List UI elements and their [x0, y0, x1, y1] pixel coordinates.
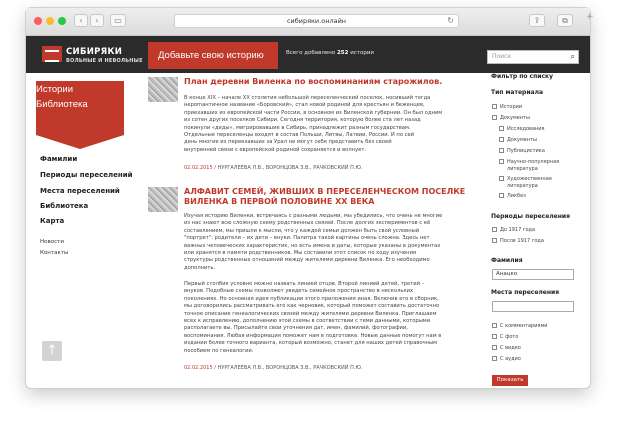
scroll-top-button[interactable] [42, 341, 62, 361]
checkbox[interactable] [492, 238, 497, 243]
address-bar[interactable] [174, 14, 459, 28]
reload-icon[interactable]: ↻ [447, 16, 454, 25]
periods-label: Периоды переселения [491, 213, 570, 220]
share-button[interactable] [529, 14, 545, 27]
stories-count: 252 [336, 50, 349, 56]
browser-toolbar [26, 8, 594, 36]
material-type-label: Тип материала [491, 89, 544, 96]
filter-option-documents-sub[interactable]: Документы [499, 137, 537, 143]
sidebar-icon: ▭ [114, 16, 122, 25]
checkbox[interactable] [492, 115, 497, 120]
article-thumbnail[interactable] [148, 187, 178, 212]
filter-option-documents[interactable]: Документы [492, 115, 530, 121]
filter-option-popular-science-line2: литература [507, 166, 538, 172]
logo-title[interactable]: СИБИРЯКИ [66, 47, 123, 57]
checkbox[interactable] [499, 126, 504, 131]
checkbox[interactable] [492, 323, 497, 328]
filter-option-research[interactable]: Исследования [499, 126, 545, 132]
sidebar-item-surnames[interactable]: Фамилии [40, 155, 78, 163]
chevron-right-icon: › [95, 16, 99, 25]
checkbox[interactable] [492, 334, 497, 339]
sidebar-item-news[interactable]: Новости [40, 239, 64, 245]
search-icon[interactable]: ⌕ [570, 52, 575, 61]
checkbox[interactable] [492, 356, 497, 361]
checkbox[interactable] [499, 159, 504, 164]
sidebar-item-map[interactable]: Карта [40, 217, 65, 225]
places-label: Места переселения [491, 289, 560, 296]
sidebar-item-periods[interactable]: Периоды переселений [40, 171, 133, 179]
article-meta: 02.02.2015 / НУРГАЛЕЕВА Л.В., ВОРОНЦОВА З.В., РАЧКОВСКИЙ П.Ю. [184, 365, 363, 371]
banner-stories[interactable]: Истории [36, 84, 74, 95]
left-sidebar [26, 73, 144, 388]
article-thumbnail[interactable] [148, 77, 178, 102]
sidebar-item-contacts[interactable]: Контакты [40, 250, 69, 256]
article-authors[interactable]: НУРГАЛЕЕВА Л.В., ВОРОНЦОВА З.В., РАЧКОВСКИЙ П.Ю. [217, 365, 363, 371]
article-meta: 02.02.2015 / НУРГАЛЕЕВА Л.В., ВОРОНЦОВА З.В., РАЧКОВСКИЙ П.Ю. [184, 165, 363, 171]
filter-option-likbez[interactable]: Ликбез [499, 193, 526, 199]
stories-total: Всего добавлено 252 истории [286, 50, 375, 56]
checkbox[interactable] [499, 137, 504, 142]
logo-icon[interactable] [42, 46, 62, 62]
filter-option-fiction[interactable]: Художественная [499, 176, 552, 182]
places-input[interactable] [492, 301, 574, 312]
article-excerpt-continued: Первый столбик условно можно назвать линией отцов. Второй линией детей, третий – внуков. Подобные схемы позволяют увидеть семейное пространство в нескольких поколениях. Но основная идея публикации этого приложения иная. Включив его в сборник, мы договорились рассматривать его как черновик, который поможет составить достаточно точное описание генеалогических связей между жителями деревни Виленка. Приглашаем всех к исправлению, дополнению этой схемы в соответствии с теми данными, которыми располагаете вы. Присылайте свои уточнения дат, имен, фамилий, фотографии, воспоминания. Любая информация поможет нам в подготовке. Новые данные помогут нам в издании более точного варианта, который возможно, станет для наших детей справочным пособием по генеалогии. [184, 281, 442, 354]
filter-title: Фильтр по списку [491, 73, 554, 80]
checkbox[interactable] [492, 104, 497, 109]
url-text: сибиряки.онлайн [286, 17, 347, 25]
chevron-left-icon: ‹ [79, 16, 83, 25]
article-excerpt: В конце XIX – начале XX столетия небольшой переселенческий поселок, носивший тогда нерomантичное название «Боровский», стал новой родиной для крестьян и беженцев, приехавших из европейской части России, в основном из Виленской губернии. Он был одним из сотен других поселков Сибири. Сегодня территория, которую более ста лет назад покинули «деды», мигрировавшие в Сибирь, принадлежит разным государствам. Отдельные переселенцы входят в состав Польши, Литвы, Латвии, России. И по сей день многие из переехавших за Урал не могут себя представить без своей внутренней связи с европейской родиной сохраняется и волнует. [184, 95, 443, 153]
logo-subtitle: ВОЛЬНЫЕ И НЕВОЛЬНЫЕ [66, 58, 143, 64]
site-header [26, 36, 590, 73]
sidebar-toggle-button[interactable] [110, 14, 126, 27]
surname-label: Фамилия [491, 257, 523, 264]
tabs-icon: ⧉ [562, 16, 568, 25]
checkbox[interactable] [499, 176, 504, 181]
filter-option-stories[interactable]: Истории [492, 104, 522, 110]
article-title[interactable]: План деревни Виленка по воспоминаниям старожилов. [184, 77, 443, 86]
new-tab-button[interactable]: + [586, 12, 594, 22]
browser-window [26, 8, 594, 388]
close-window-button[interactable] [34, 17, 42, 25]
sidebar-item-library[interactable]: Библиотека [40, 202, 89, 210]
article-excerpt: Изучая историю Виленки, встречаясь с разными людьми, мы убедились, что очень не многие из нас знают всю сложную схему родственных связей. После долгих экспериментов с её составлением, мы пришли к мысли, что у каждой семьи должен быть свой условный "портрет": родители – их дети – внуки. Палитра такой картины очень сложна. Здесь нет важных человеческих характеристик, но есть имена и даты, которые указаны в документах или хранятся в памяти родственников. Мы составили этот список по ходу изучения структуры родственных отношений между жителями деревни Виленка. Его необходимо дополнить. [184, 213, 443, 271]
filter-option-comments[interactable]: С комментариями [492, 323, 547, 329]
back-button[interactable] [74, 14, 88, 27]
filter-option-photo[interactable]: С фото [492, 334, 518, 340]
search-input[interactable] [487, 50, 579, 64]
show-button[interactable]: Показать [492, 375, 528, 386]
forward-button[interactable] [90, 14, 104, 27]
filter-option-journalism[interactable]: Публицистика [499, 148, 545, 154]
filter-option-popular-science[interactable]: Научно-популярная [499, 159, 559, 165]
tabs-button[interactable] [557, 14, 573, 27]
filter-option-video[interactable]: С видео [492, 345, 521, 351]
arrow-up-icon: ↑ [46, 343, 58, 358]
filter-option-fiction-line2: литература [507, 183, 538, 189]
checkbox[interactable] [499, 148, 504, 153]
checkbox[interactable] [492, 345, 497, 350]
article-title[interactable]: АЛФАВИТ СЕМЕЙ, ЖИВШИХ В ПЕРЕСЕЛЕНЧЕСКОМ ПОСЕЛКЕ ВИЛЕНКА В ПЕРВОЙ ПОЛОВИНЕ ХХ ВЕКА [184, 187, 466, 206]
sidebar-item-places[interactable]: Места переселений [40, 187, 120, 195]
share-icon: ⇪ [533, 16, 541, 25]
surname-input[interactable]: Анацко [492, 269, 574, 280]
article-list [148, 73, 484, 388]
filter-panel [489, 73, 590, 388]
zoom-window-button[interactable] [58, 17, 66, 25]
search-placeholder: Поиск [492, 53, 512, 60]
checkbox[interactable] [492, 227, 497, 232]
article-date: 02.02.2015 [184, 165, 213, 171]
checkbox[interactable] [499, 193, 504, 198]
article-date: 02.02.2015 [184, 365, 213, 371]
banner-ribbon [36, 135, 124, 149]
filter-option-after-1917[interactable]: После 1917 года [492, 238, 544, 244]
minimize-window-button[interactable] [46, 17, 54, 25]
add-story-button[interactable]: Добавьте свою историю [148, 42, 278, 69]
article-authors[interactable]: НУРГАЛЕЕВА Л.В., ВОРОНЦОВА З.В., РАЧКОВСКИЙ П.Ю. [217, 165, 363, 171]
filter-option-before-1917[interactable]: До 1917 года [492, 227, 535, 233]
filter-option-audio[interactable]: С аудио [492, 356, 521, 362]
banner-library[interactable]: Библиотека [36, 99, 88, 110]
